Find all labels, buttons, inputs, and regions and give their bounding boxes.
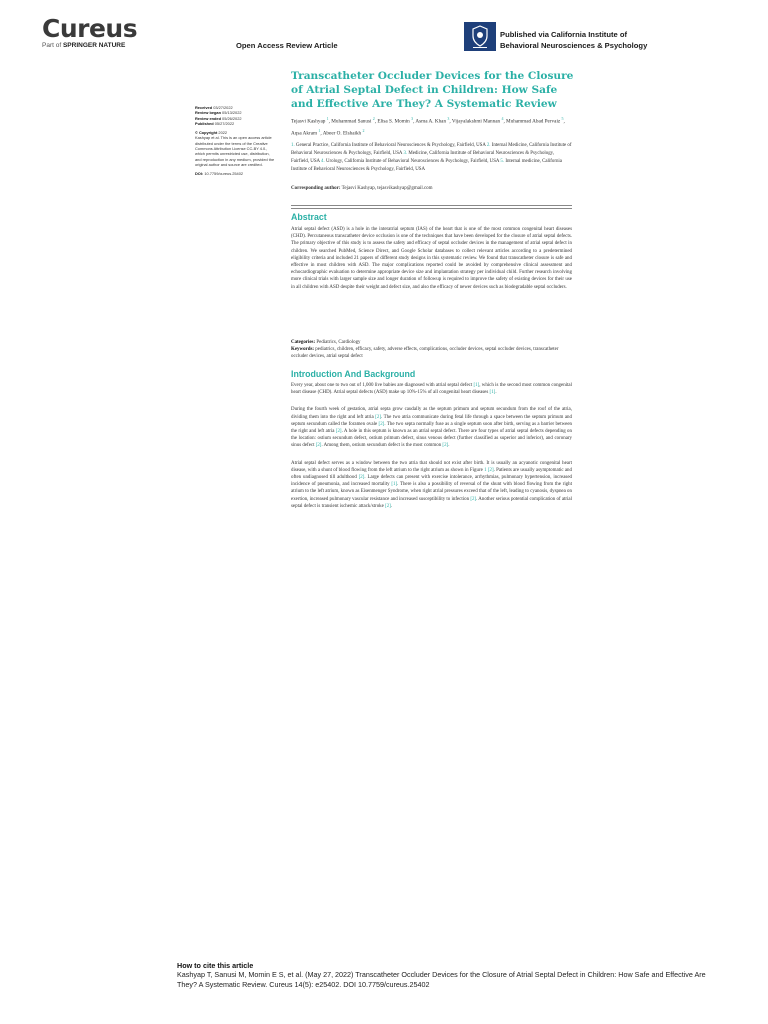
- license-text: Kashyap et al. This is an open access article distributed under the terms of the Creative Commons Attribution License CC-BY 4.0., which permits unrestricted use, distribution, and reproduction in any medium, provided the original author and source are credited.: [195, 135, 275, 167]
- affiliation-number: 3.: [403, 151, 408, 156]
- author-name: Asma A. Khan: [415, 118, 447, 125]
- springer-nature-line: Part of SPRINGER NATURE: [42, 42, 126, 49]
- author-list: Tejasvi Kashyap $^1$, Muhammad Sanusi $^2$, Elisa S. Momin $^3$, Asma A. Khan $^3$, Vijayalakshmi Mannan $^4$, Muhammad Abad Pervaiz $^5$, Aqsa Akram $^1$, Abeer O. Elshaikh $^2$: [291, 116, 565, 137]
- reference-link[interactable]: [2]: [487, 467, 494, 473]
- reference-link[interactable]: [2]: [375, 414, 381, 420]
- author-affiliation-number[interactable]: 4: [501, 116, 504, 121]
- article-type: Open Access Review Article: [236, 41, 338, 50]
- reference-link[interactable]: [2]: [358, 475, 365, 481]
- author-name: Muhammad Sanusi: [331, 118, 372, 125]
- reference-link[interactable]: [2]: [385, 503, 391, 509]
- affiliation-number: 2.: [486, 143, 491, 148]
- affiliation-text: General Practice, California Institute of Behavioral Neurosciences & Psychology, Fairfield, USA: [295, 143, 486, 148]
- institute-crest-icon: [464, 22, 496, 51]
- author-name: Aqsa Akram: [291, 130, 318, 137]
- cureus-logo[interactable]: Cureus: [42, 14, 138, 43]
- author-affiliation-number[interactable]: 2: [362, 127, 365, 133]
- article-metadata: Received 03/27/2022 Review began 05/13/2022 Review ended 05/26/2022 Published 05/27/2022 © Copyright 2022 Kashyap et al. This is an open access article distributed under the terms of the Creative Commons Attribution License CC-BY 4.0., which permits unrestricted use, distribution, and reproduction in any medium, provided the original author and source are credited. DOI: 10.7759/cureus.25402: [195, 105, 277, 177]
- divider-top: [291, 205, 572, 206]
- affiliation-text: Internal Medicine, California Institute of Behavioral Neurosciences & Psychology, Fairfield, USA: [291, 143, 572, 156]
- affiliation-number: 5.: [500, 159, 505, 164]
- introduction-heading: Introduction And Background: [291, 369, 416, 379]
- citation-text: Kashyap T, Sanusi M, Momin E S, et al. (May 27, 2022) Transcatheter Occluder Devices for the Closure of Atrial Septal Defect in Children: How Safe and Effective Are They? A Systematic Review. Cureus 14(5): e25402. DOI 10.7759/cureus.25402: [177, 970, 706, 989]
- intro-paragraph-1: Every year, about one to two out of 1,000 live babies are diagnosed with atrial septal defect [1], which is the second most common congenital heart disease (CHD). Atrial septal defects (ASD) make up 10%-15% of all congenital heart diseases [1].: [291, 383, 572, 396]
- author-affiliation-number[interactable]: 3: [411, 116, 414, 121]
- reference-link[interactable]: [2]: [335, 429, 342, 435]
- cite-heading: How to cite this article: [177, 961, 254, 970]
- author-name: Elisa S. Momin: [377, 118, 410, 125]
- affiliation-number: 1.: [291, 143, 295, 148]
- reference-link[interactable]: [2]: [470, 496, 477, 502]
- author-name: Vijayalakshmi Mannan: [451, 118, 501, 125]
- reference-link[interactable]: [1]: [473, 383, 480, 388]
- affiliations: [291, 142, 573, 174]
- intro-paragraph-2: During the fourth week of gestation, atrial septa grow caudally as the septum primum and septum secundum from the roof of the atria, dividing them into the right and left atria [2]. The two atria communicate during fetal life through a space between the septum primum and septum secundum called the foramen ovale [2]. The two septa normally fuse as a single septum soon after birth, serving as a barrier between the right and left atria [2]. A hole in this septum is known as an atrial septal defect. There are four types of atrial septal defects depending on the location: ostium secundum defect, ostium primum defect, sinus venous defect (further classified as superior and inferior), and coronary sinus defect [2]. Among them, ostium secundum defect is the most common [2].: [291, 407, 572, 449]
- abstract-heading: Abstract: [291, 212, 327, 222]
- author-affiliation-number[interactable]: 5: [561, 116, 564, 121]
- affiliation-text: Medicine, California Institute of Behavioral Neurosciences & Psychology, Fairfield, USA: [291, 151, 555, 164]
- article-title: Transcatheter Occluder Devices for the Closure of Atrial Septal Defect in Children: How Safe and Effective Are They? A Systematic Review: [291, 70, 574, 110]
- doi: DOI: 10.7759/cureus.25402: [195, 171, 244, 177]
- author-affiliation-number[interactable]: 1: [318, 127, 321, 133]
- author-affiliation-number[interactable]: 3: [447, 116, 450, 121]
- categories-keywords: Categories: Pediatrics, Cardiology Keywords: pediatrics, children, efficacy, safety, adverse effects, complications, occluder devices, septal occluder devices, transcatheter occluder devices, atrial septal defect: [291, 340, 559, 360]
- divider-bottom: [291, 208, 572, 209]
- abstract-text: Atrial septal defect (ASD) is a hole in the interatrial septum (IAS) of the heart that is one of the most common congenital heart diseases (CHD). Percutaneous transcatheter device occlusion is one of the techniques that have been developed for the closure of atrial septal defects. The primary objective of this study is to assess the safety and efficacy of septal occluder devices in the management of atrial septal defect in children. We searched PubMed, Science Direct, and Google Scholar databases to collect relevant articles according to a predetermined eligibility criteria and included 21 papers of different study designs in this systematic review. We found that transcatheter closure is safe and effective in most children with ASD. The major complications reported could be avoided by comprehensive clinical assessment and echocardiographic evaluation to determine appropriate device size and implantation strategy per individual child. Further research involving more clinical trials with larger sample size and longer duration of followup is required to improve the safety of existing devices for their use in all children with ASD despite their weight and defect size, and also the efficacy of newer devices such as biodegradable septal occluders.: [291, 227, 572, 290]
- author-affiliation-number[interactable]: 2: [372, 116, 375, 121]
- author-affiliation-number[interactable]: 1: [326, 116, 329, 121]
- intro-paragraph-3: Atrial septal defect serves as a window between the two atria that should not exist after birth. It is usually an acyanotic congenital heart disease, with a shunt of blood flowing from the left atrium to the right atrium as shown in Figure 1 [2]. Patients are usually asymptomatic and often undiagnosed till adulthood [2]. Large defects can present with exercise intolerance, arrhythmias, pulmonary hypertension, increased incidence of pneumonia, and increased mortality [1]. There is also a possibility of reversal of the shunt with blood flowing from the right atrium to the left atrium, known as Eisenmenger Syndrome, when right atrial pressures exceed that of the left, leading to cyanosis, dyspnea on exertion, increased pulmonary vascular resistance and increased susceptibility to infection [2]. Another serious potential complication of atrial septal defect is transient ischemic attack/stroke [2].: [291, 460, 572, 509]
- figure-link[interactable]: 1: [484, 467, 487, 473]
- reference-link[interactable]: [2]: [442, 443, 449, 449]
- author-name: Muhammad Abad Pervaiz: [506, 118, 561, 125]
- affiliation-number: 4.: [321, 159, 325, 164]
- published-via: Published via California Institute of Behavioral Neurosciences & Psychology: [500, 30, 648, 50]
- affiliation-text: Urology, California Institute of Behavioral Neurosciences & Psychology, Fairfield, USA: [325, 159, 500, 164]
- author-name: Tejasvi Kashyap: [291, 118, 326, 125]
- corresponding-author: Corresponding author: Tejasvi Kashyap, tejasvikashyap@gmail.com: [291, 186, 433, 191]
- reference-link[interactable]: [1]: [489, 390, 496, 396]
- reference-link[interactable]: [2]: [378, 421, 385, 427]
- author-name: Abeer O. Elshaikh: [322, 130, 362, 137]
- introduction-text: [291, 382, 572, 517]
- affiliation-text: Internal medicine, California Institute of Behavioral Neurosciences & Psychology, Fairfield, USA: [291, 159, 562, 172]
- reference-link[interactable]: [2]: [315, 443, 322, 449]
- reference-link[interactable]: [1]: [391, 482, 398, 488]
